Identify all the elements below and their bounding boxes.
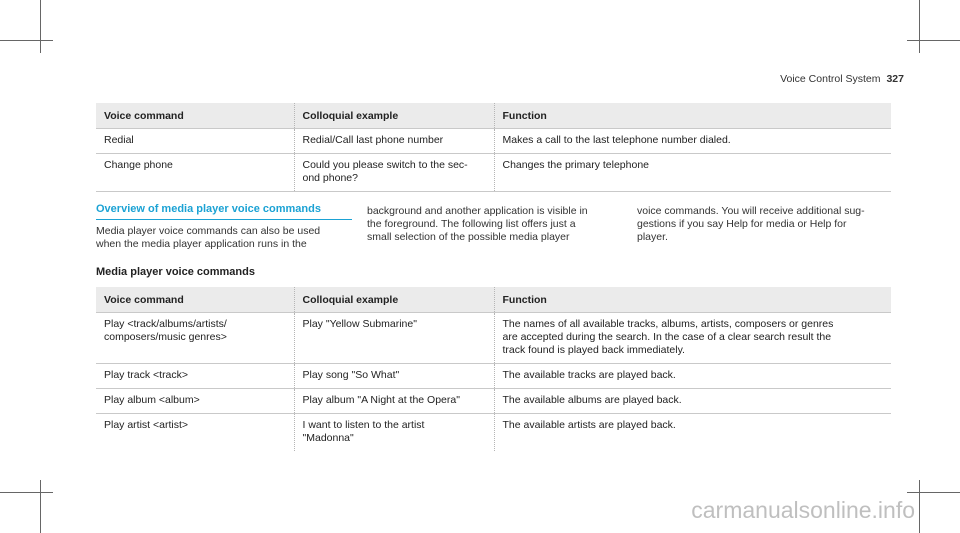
table-header-row bbox=[96, 287, 891, 313]
table-row bbox=[96, 129, 891, 154]
table-cell: The names of all available tracks, albums, artists, composers or genres are accepted during the search. In the case of a clear search result the track found is played back immediately. bbox=[494, 313, 891, 364]
table-row bbox=[96, 154, 891, 192]
phone-commands-table bbox=[96, 103, 891, 192]
subheading: Media player voice commands bbox=[96, 266, 255, 278]
table-cell: Changes the primary telephone bbox=[494, 154, 891, 192]
crop-mark bbox=[0, 40, 53, 41]
table-cell: Play song "So What" bbox=[294, 364, 494, 389]
table-cell: Play album <album> bbox=[96, 389, 294, 414]
section-text-col1: Media player voice commands can also be used when the media player application runs in the bbox=[96, 225, 321, 250]
crop-mark bbox=[40, 480, 41, 533]
column-header: Colloquial example bbox=[294, 103, 494, 129]
table-cell: Change phone bbox=[96, 154, 294, 192]
table-cell: Play track <track> bbox=[96, 364, 294, 389]
column-header: Colloquial example bbox=[294, 287, 494, 313]
running-header bbox=[780, 73, 904, 85]
table-cell: Could you please switch to the sec- ond phone? bbox=[294, 154, 494, 192]
table-cell: The available albums are played back. bbox=[494, 389, 891, 414]
table-cell: I want to listen to the artist "Madonna" bbox=[294, 414, 494, 452]
crop-mark bbox=[907, 492, 960, 493]
crop-mark bbox=[919, 0, 920, 53]
table-cell: Play album "A Night at the Opera" bbox=[294, 389, 494, 414]
column-header: Function bbox=[494, 103, 891, 129]
column-header: Voice command bbox=[96, 103, 294, 129]
table-cell: The available tracks are played back. bbox=[494, 364, 891, 389]
crop-mark bbox=[40, 0, 41, 53]
header-section: Voice Control System bbox=[780, 73, 881, 85]
table-row bbox=[96, 364, 891, 389]
page-number: 327 bbox=[886, 73, 904, 85]
crop-mark bbox=[919, 480, 920, 533]
watermark: carmanualsonline.info bbox=[691, 497, 915, 523]
table-cell: Play "Yellow Submarine" bbox=[294, 313, 494, 364]
table-cell: Play artist <artist> bbox=[96, 414, 294, 452]
table-row bbox=[96, 313, 891, 364]
table-row bbox=[96, 414, 891, 452]
table-cell: Play <track/albums/artists/ composers/music genres> bbox=[96, 313, 294, 364]
table-cell: Redial/Call last phone number bbox=[294, 129, 494, 154]
media-commands-table bbox=[96, 287, 891, 451]
section-title: Overview of media player voice commands bbox=[96, 203, 352, 220]
table-cell: The available artists are played back. bbox=[494, 414, 891, 452]
table-cell: Makes a call to the last telephone number dialed. bbox=[494, 129, 891, 154]
crop-mark bbox=[907, 40, 960, 41]
crop-mark bbox=[0, 492, 53, 493]
table-cell: Redial bbox=[96, 129, 294, 154]
table-row bbox=[96, 389, 891, 414]
table-header-row bbox=[96, 103, 891, 129]
column-header: Function bbox=[494, 287, 891, 313]
column-header: Voice command bbox=[96, 287, 294, 313]
section-text-col2: background and another application is visible in the foreground. The following list offers just a small selection of the possible media player bbox=[367, 205, 588, 243]
section-text-col3: voice commands. You will receive additional sug- gestions if you say Help for media or Help for player. bbox=[637, 205, 865, 243]
